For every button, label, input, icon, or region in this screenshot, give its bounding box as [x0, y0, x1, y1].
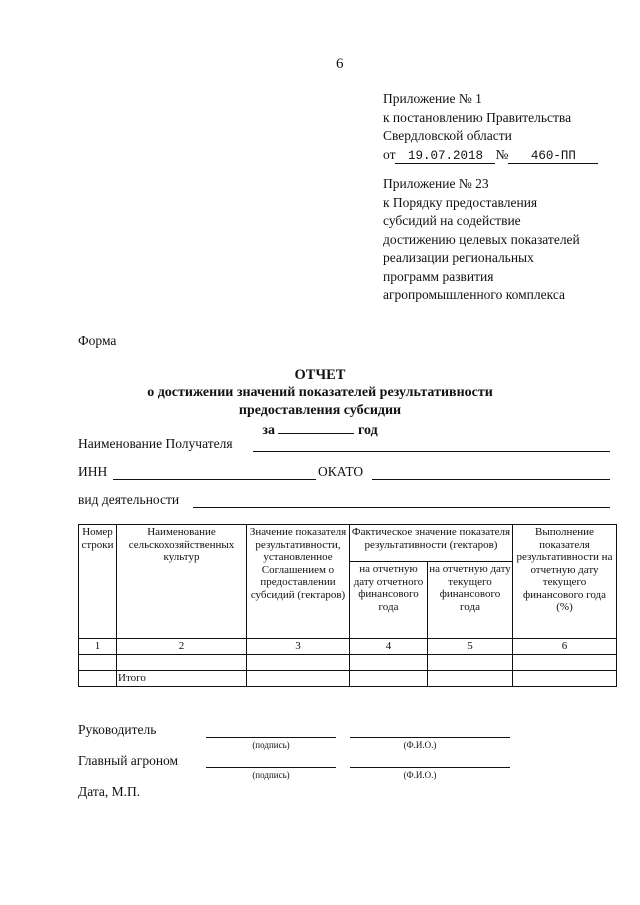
annex1-date-line [383, 146, 598, 165]
table-cell[interactable] [117, 654, 247, 670]
form-label: Форма [78, 333, 117, 348]
table-cell[interactable] [350, 654, 428, 670]
agronomist-signature-line[interactable] [206, 767, 336, 768]
annex23-line7: агропромышленного комплекса [383, 287, 565, 302]
header-row-number: Номер строки [79, 525, 117, 639]
annex1-from-label: от [383, 146, 396, 162]
head-signature-caption: (подпись) [252, 740, 290, 750]
header-actual-prev-year: на отчетную дату отчетного финансового года [350, 562, 428, 639]
col-num-6: 6 [513, 639, 617, 655]
annex23-line5: реализации региональных [383, 250, 534, 265]
table-cell[interactable] [247, 670, 350, 686]
agronomist-name-line[interactable] [350, 767, 510, 768]
agronomist-signature-caption: (подпись) [252, 770, 290, 780]
page-number: 6 [336, 56, 344, 72]
table-cell[interactable] [513, 670, 617, 686]
head-name-line[interactable] [350, 737, 510, 738]
report-subtitle-1: о достижении значений показателей результативности [147, 385, 493, 400]
annex23-line1: Приложение № 23 [383, 176, 489, 191]
table-cell[interactable] [428, 670, 513, 686]
agronomist-name-caption: (Ф.И.О.) [403, 770, 437, 780]
table-cell[interactable] [428, 654, 513, 670]
activity-label: вид деятельности [78, 492, 180, 507]
report-subtitle-2: предоставления субсидии [238, 403, 402, 418]
annex23-line3: субсидий на содействие [383, 213, 521, 228]
recipient-field[interactable] [253, 451, 610, 452]
table-cell[interactable] [513, 654, 617, 670]
okato-label: ОКАТО [318, 464, 364, 479]
annex1-number: 460-ПП [508, 149, 598, 164]
report-title: ОТЧЕТ [294, 367, 346, 383]
activity-field[interactable] [193, 507, 610, 508]
col-num-5: 5 [428, 639, 513, 655]
table-cell[interactable] [79, 654, 117, 670]
col-num-2: 2 [117, 639, 247, 655]
annex1-date: 19.07.2018 [395, 149, 495, 164]
report-table [78, 524, 617, 687]
table-number-row [79, 639, 617, 655]
header-crop-name: Наименование сельскохозяйственных культур [117, 525, 247, 639]
header-execution: Выполнение показателя результативности на отчетную дату текущего финансового года (%) [513, 525, 617, 639]
annex23-block [383, 175, 580, 305]
head-label: Руководитель [78, 722, 157, 737]
annex23-line4: достижению целевых показателей [383, 231, 580, 247]
date-stamp-label: Дата, М.П. [78, 784, 141, 799]
period-for-label: за [262, 423, 275, 438]
annex1-no-label: № [495, 146, 509, 162]
table-total-row [79, 670, 617, 686]
head-signature-line[interactable] [206, 737, 336, 738]
annex1-line2: к постановлению Правительства [383, 109, 572, 125]
header-actual-cur-year: на отчетную дату текущего финансового года [428, 562, 513, 639]
annex1-line1: Приложение № 1 [383, 91, 482, 106]
okato-field[interactable] [372, 479, 610, 480]
annex23-line6: программ развития [383, 268, 494, 284]
period-year-label: год [357, 423, 378, 438]
table-header-row [79, 525, 617, 562]
period-year-field[interactable] [278, 421, 354, 434]
header-actual-value: Фактическое значение показателя результативности (гектаров) [350, 525, 513, 562]
agronomist-label: Главный агроном [78, 753, 179, 768]
table-cell[interactable] [350, 670, 428, 686]
col-num-3: 3 [247, 639, 350, 655]
head-name-caption: (Ф.И.О.) [403, 740, 437, 750]
annex23-line2: к Порядку предоставления [383, 194, 538, 210]
col-num-4: 4 [350, 639, 428, 655]
total-label: Итого [117, 670, 247, 686]
annex1-block [383, 90, 598, 164]
annex1-line3: Свердловской области [383, 128, 512, 143]
header-target-value: Значение показателя результативности, установленное Соглашением о предоставлении субсидий (гектаров) [247, 525, 350, 639]
table-row [79, 654, 617, 670]
table-cell[interactable] [247, 654, 350, 670]
inn-label: ИНН [78, 464, 108, 479]
table-cell[interactable] [79, 670, 117, 686]
recipient-label: Наименование Получателя [78, 436, 233, 451]
inn-field[interactable] [113, 479, 316, 480]
col-num-1: 1 [79, 639, 117, 655]
